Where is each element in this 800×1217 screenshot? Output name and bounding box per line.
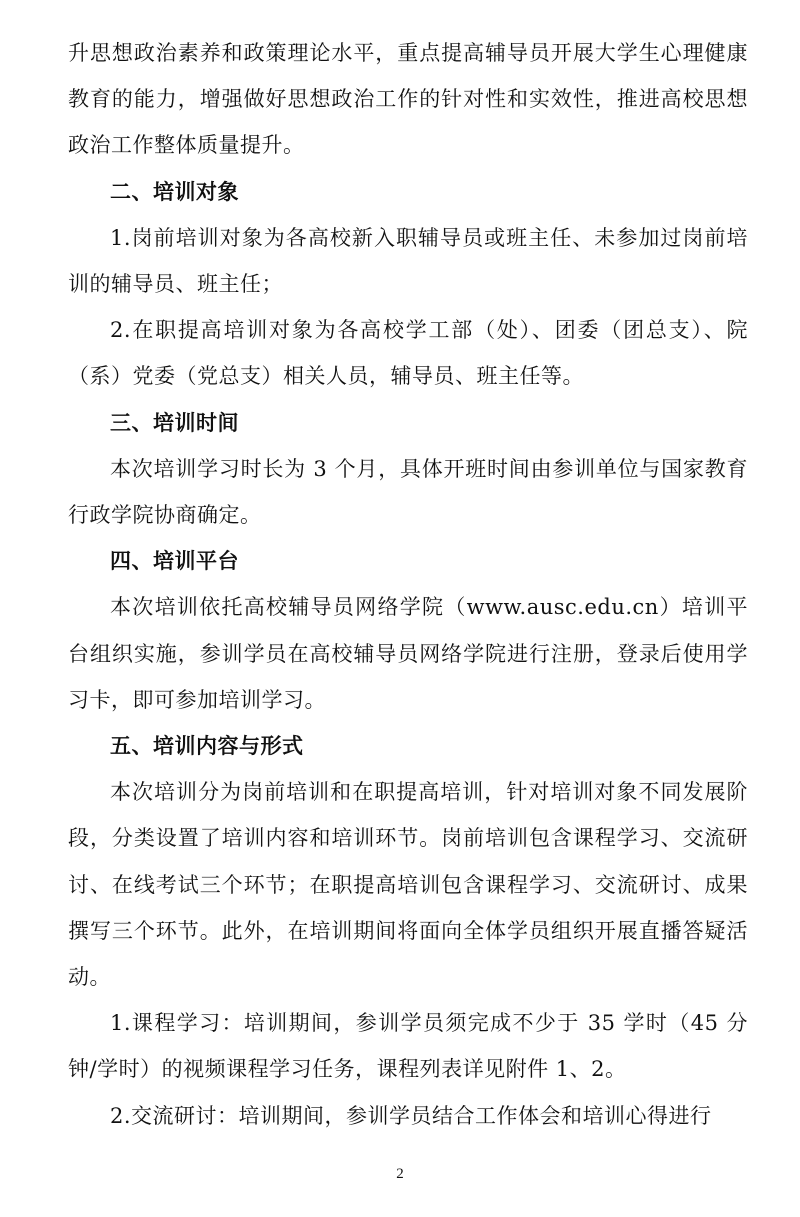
page-number: 2 <box>396 1166 404 1182</box>
section-heading-training-platform: 四、培训平台 <box>110 549 239 574</box>
paragraph-content-overview: 本次培训分为岗前培训和在职提高培训，针对培训对象不同发展阶段，分类设置了培训内容和培训环节。岗前培训包含课程学习、交流研讨、在线考试三个环节；在职提高培训包含课程学习、交流研讨、成果撰写三个环节。此外，在培训期间将面向全体学员组织开展直播答疑活动。 <box>68 780 748 990</box>
paragraph-exchange-discussion: 2.交流研讨：培训期间，参训学员结合工作体会和培训心得进行 <box>110 1103 712 1128</box>
section-heading-training-targets: 二、培训对象 <box>110 179 239 204</box>
paragraph-training-time: 本次培训学习时长为 3 个月，具体开班时间由参训单位与国家教育行政学院协商确定。 <box>68 456 748 528</box>
paragraph-course-study: 1.课程学习：培训期间，参训学员须完成不少于 35 学时（45 分钟/学时）的视频课程学习任务，课程列表详见附件 1、2。 <box>68 1011 748 1082</box>
section-heading-training-time: 三、培训时间 <box>110 410 239 435</box>
paragraph-training-platform: 本次培训依托高校辅导员网络学院（www.ausc.edu.cn）培训平台组织实施，参训学员在高校辅导员网络学院进行注册，登录后使用学习卡，即可参加培训学习。 <box>68 595 748 712</box>
document-body <box>68 30 748 1139</box>
paragraph-continuation: 升思想政治素养和政策理论水平，重点提高辅导员开展大学生心理健康教育的能力，增强做好思想政治工作的针对性和实效性，推进高校思想政治工作整体质量提升。 <box>68 41 748 158</box>
paragraph-preservice-targets: 1.岗前培训对象为各高校新入职辅导员或班主任、未参加过岗前培训的辅导员、班主任； <box>68 225 748 297</box>
section-heading-content-and-format: 五、培训内容与形式 <box>110 734 304 759</box>
paragraph-inservice-targets: 2.在职提高培训对象为各高校学工部（处）、团委（团总支）、院（系）党委（党总支）相关人员，辅导员、班主任等。 <box>68 318 748 389</box>
